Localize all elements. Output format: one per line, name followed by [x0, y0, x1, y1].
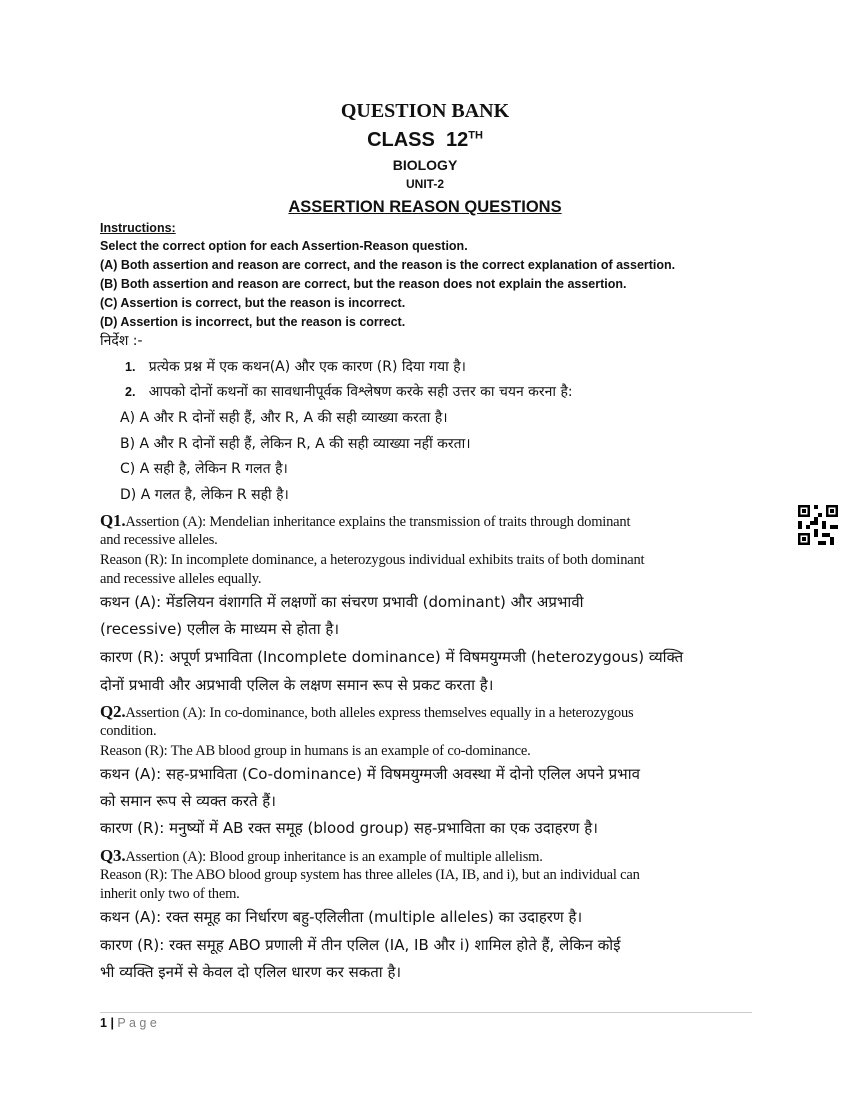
class-sup: TH — [468, 129, 483, 142]
item-text: आपको दोनों कथनों का सावधानीपूर्वक विश्लेषण करके सही उत्तर का चयन करना है: — [148, 384, 573, 400]
page-number: 1 — [100, 1016, 107, 1030]
hindi-numbered-item — [125, 360, 466, 374]
footer-separator: | — [110, 1016, 114, 1030]
footer-divider — [100, 1012, 752, 1013]
question-1-line: Reason (R): In incomplete dominance, a heterozygous individual exhibits traits of both dominant — [100, 552, 645, 568]
question-2-line — [100, 703, 633, 721]
question-1-line: and recessive alleles. — [100, 532, 218, 548]
qr-code-icon — [798, 505, 838, 545]
question-2-line: Reason (R): The AB blood group in humans is an example of co-dominance. — [100, 743, 531, 759]
question-2-hindi: कारण (R): मनुष्यों में AB रक्त समूह (blood group) सह-प्रभाविता का एक उदाहरण है। — [100, 819, 598, 837]
subject: BIOLOGY — [392, 157, 458, 173]
question-1-line — [100, 512, 630, 530]
instruction-line: Select the correct option for each Assertion-Reason question. — [100, 239, 468, 253]
class-label: CLASS 12 — [367, 129, 469, 151]
question-3-line — [100, 847, 543, 865]
hindi-instructions-heading: निर्देश :- — [100, 333, 143, 349]
hindi-numbered-item — [125, 385, 573, 399]
instruction-line: (A) Both assertion and reason are correct, and the reason is the correct explanation of assertion. — [100, 258, 676, 272]
instruction-line: (B) Both assertion and reason are correct, but the reason does not explain the assertion. — [100, 277, 627, 291]
item-number: 2. — [125, 385, 136, 399]
question-3-hindi: कथन (A): रक्त समूह का निर्धारण बहु-एलिलीता (multiple alleles) का उदाहरण है। — [100, 908, 583, 926]
question-3-hindi: कारण (R): रक्त समूह ABO प्रणाली में तीन एलिल (IA, IB और i) शामिल होते हैं, लेकिन कोई — [100, 936, 621, 954]
question-number: Q3. — [100, 846, 126, 865]
question-1-hindi: दोनों प्रभावी और अप्रभावी एलिल के लक्षण समान रूप से प्रकट करता है। — [100, 676, 494, 694]
question-1-hindi: कथन (A): मेंडलियन वंशागति में लक्षणों का संचरण प्रभावी (dominant) और अप्रभावी — [100, 593, 584, 611]
section-title: ASSERTION REASON QUESTIONS — [288, 198, 562, 216]
hindi-option: A) A और R दोनों सही हैं, और R, A की सही व्याख्या करता है। — [120, 410, 448, 426]
question-text: Assertion (A): In co-dominance, both alleles express themselves equally in a heterozygous — [125, 705, 634, 721]
question-2-hindi: कथन (A): सह-प्रभाविता (Co-dominance) में विषमयुग्मजी अवस्था में दोनो एलिल अपने प्रभाव — [100, 765, 640, 783]
question-3-line: inherit only two of them. — [100, 886, 240, 902]
page-footer — [100, 1017, 157, 1030]
doc-title: QUESTION BANK — [340, 100, 510, 122]
unit: UNIT-2 — [405, 177, 444, 191]
item-number: 1. — [125, 360, 136, 374]
hindi-option: B) A और R दोनों सही हैं, लेकिन R, A की सही व्याख्या नहीं करता। — [120, 436, 471, 452]
question-1-hindi: (recessive) एलील के माध्यम से होता है। — [100, 620, 340, 638]
question-number: Q2. — [100, 702, 126, 721]
question-3-hindi: भी व्यक्ति इनमें से केवल दो एलिल धारण कर सकता है। — [100, 963, 402, 981]
question-text: Assertion (A): Mendelian inheritance explains the transmission of traits through dominant — [125, 514, 631, 530]
question-3-line: Reason (R): The ABO blood group system has three alleles (IA, IB, and i), but an individual can — [100, 867, 640, 883]
question-1-hindi: कारण (R): अपूर्ण प्रभाविता (Incomplete dominance) में विषमयुग्मजी (heterozygous) व्यक्ति — [100, 648, 684, 666]
item-text: प्रत्येक प्रश्न में एक कथन(A) और एक कारण (R) दिया गया है। — [148, 359, 466, 375]
question-text: Assertion (A): Blood group inheritance is an example of multiple allelism. — [125, 849, 543, 865]
hindi-option: D) A गलत है, लेकिन R सही है। — [120, 487, 289, 503]
question-2-hindi: को समान रूप से व्यक्त करते हैं। — [100, 792, 276, 810]
question-1-line: and recessive alleles equally. — [100, 571, 262, 587]
instruction-line: (C) Assertion is correct, but the reason is incorrect. — [100, 296, 406, 310]
hindi-option: C) A सही है, लेकिन R गलत है। — [120, 461, 288, 477]
question-2-line: condition. — [100, 723, 157, 739]
instruction-line: (D) Assertion is incorrect, but the reason is correct. — [100, 315, 406, 329]
page-label: P a g e — [117, 1016, 157, 1030]
question-number: Q1. — [100, 511, 126, 530]
class-heading — [0, 130, 850, 150]
instructions-heading: Instructions: — [100, 221, 176, 235]
